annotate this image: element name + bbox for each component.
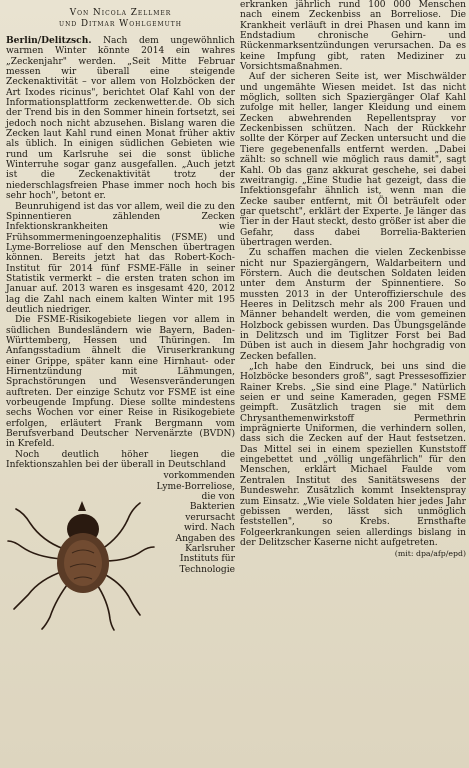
byline-author-1: Von Nicola Zellmer: [69, 8, 172, 18]
wrap-line: wird. Nach: [184, 523, 235, 534]
paragraph-8: „Ich habe den Eindruck, bei uns sind die Holzböcke besonders groß", sagt Pressesoffizier Rainer Krebs. „Sie sind eine Plage." Natürlich seien er und seine Kameraden, gegen FSME geimpft. Zusätzlich tragen sie mit dem Chrysanthemenwirkstoff Permethrin imprägnierte Uniformen, die verhindern sollen, dass sich die Zecken auf der Haut festsetzen. Das Mittel sei in einem speziellen Kunststoff eingebettet und „völlig ungefährlich" für den Menschen, erklärt Michael Faulde vom Zentralen Institut des Sanitätswesens der Bundeswehr. Zusätzlich kommt Insektenspray zum Einsatz. „Wie viele Soldaten hier jedes Jahr gebissen werden, lässt sich unmöglich feststellen", so Krebs. Ernsthafte Folgeerkrankungen seien allerdings bislang in der Delitzscher Kaserne nicht aufgetreten.: [240, 362, 466, 548]
paragraph-4-intro: Noch deutlich höher liegen die Infektionszahlen bei der überall in Deutschland: [6, 449, 235, 471]
paragraph-1-text: Nach dem ungewöhnlich warmen Winter könnte 2014 ein wahres „Zeckenjahr" werden. „Seit Mitte Februar messen wir überall eine steigende Zeckenaktivität – vor allem von Holzböcken der Art Ixodes ricinus", berichtet Olaf Kahl von der Informationsplattform zeckenwetter.de. Ob sich der Trend bis in den Sommer hinein fortsetzt, sei jedoch noch nicht abzusehen. Bislang waren die Zecken laut Kahl rund einen Monat früher aktiv als üblich. In einigen südlichen Gebieten wie rund um Karlsruhe sei die sonst übliche Winterruhe sogar ganz ausgefallen. „Auch jetzt ist die Zeckenaktivität trotz der niederschlagsfreien Phase immer noch hoch bis sehr hoch", betont er.: [6, 36, 235, 202]
byline-author-2: und Ditmar Wohlgemuth: [59, 19, 182, 29]
wrap-line: Karlsruher: [185, 543, 235, 554]
wrap-line: Lyme-Borreliose,: [156, 481, 235, 492]
paragraph-1: [6, 36, 235, 202]
paragraph-6: Auf der sicheren Seite ist, wer Mischwälder und ungemähte Wiesen meidet. Ist das nicht möglich, sollten sich Spaziergänger Olaf Kahl zufolge mit heller, langer Kleidung und einem Zecken abwehrenden Repellentspray vor Zeckenbissen schützen. Nach der Rückkehr sollte der Körper auf Zecken untersucht und die Tiere gegebenenfalls entfernt werden. „Dabei zählt: so schnell wie möglich raus damit", sagt Kahl. Ob das ganz akkurat geschehe, sei dabei zweitrangig. „Eine Studie hat gezeigt, dass die Infektionsgefahr ähnlich ist, wenn man die Zecke sauber entfernt, mit Öl beträufelt oder gar quetscht", erklärt der Experte. Je länger das Tier in der Haut steckt, desto größer ist aber die Gefahr, dass dabei Borrelia-Bakterien übertragen werden.: [240, 72, 466, 248]
wrap-line: vorkommenden: [163, 471, 235, 482]
wrap-line: verursacht: [185, 512, 235, 523]
source-credit: (mit: dpa/afp/epd): [394, 549, 466, 559]
wrap-line: Bakterien: [189, 502, 235, 513]
right-column: [240, 0, 466, 560]
byline: [6, 0, 235, 30]
dateline: Berlin/Delitzsch.: [6, 35, 92, 46]
tick-figure: [6, 471, 235, 631]
paragraph-7: Zu schaffen machen die vielen Zeckenbisse nicht nur Spaziergängern, Waldarbeitern und Förstern. Auch die deutschen Soldaten leiden unter dem Ansturm der Spinnentiere. So mussten 2013 in der Unteroffizierschule des Heeres in Delitzsch mehr als 200 Frauen und Männer behandelt werden, die vom gemeinen Holzbock gebissen wurden. Das Übungsgelände in Delitzsch und im Tiglitzer Forst bei Bad Düben ist auch in diesem Jahr hochgradig von Zecken befallen.: [240, 248, 466, 362]
paragraph-5: erkranken jährlich rund 100 000 Menschen nach einem Zeckenbiss an Borreliose. Die Krankheit verläuft in drei Phasen und kann im Endstadium chronische Gehirn- und Rückenmarksentzündungen verursachen. Da es keine Impfung gibt, raten Mediziner zu Vorsichtsmaßnahmen.: [240, 0, 466, 73]
wrapped-text: [6, 471, 235, 574]
paragraph-2: Beunruhigend ist das vor allem, weil die zu den Spinnentieren zählenden Zecken Infektionskrankheiten wie Frühsommermeningoenzephalitis (FSME) und Lyme-Borreliose auf den Menschen übertragen können. Bereits jetzt hat das Robert-Koch-Institut für 2014 fünf FSME-Fälle in seiner Statistik vermerkt – die ersten traten schon im Januar auf. 2013 waren es insgesamt 420, 2012 lag die Zahl nach einem kalten Winter mit 195 deutlich niedriger.: [6, 201, 235, 315]
left-column: [6, 0, 235, 631]
wrap-line: Angaben des: [175, 533, 235, 544]
wrap-line: Instituts für: [180, 554, 235, 565]
wrap-line: Technologie: [179, 564, 235, 575]
wrap-line: die von: [201, 492, 235, 503]
paragraph-3: Die FSME-Risikogebiete liegen vor allem in südlichen Bundesländern wie Bayern, Baden-Württemberg, Hessen und Thüringen. Im Anfangsstadium ähnelt die Viruserkrankung einer Grippe, später kann eine Hirnhaut- oder Hirnentzündung mit Lähmungen, Sprachstörungen und Wesensveränderungen auftreten. Der einzige Schutz vor FSME ist eine vorbeugende Impfung. Diese sollte mindestens sechs Wochen vor einer Reise in Risikogebiete erfolgen, erläutert Frank Bergmann vom Berufsverband Deutscher Nervenärzte (BVDN) in Krefeld.: [6, 315, 235, 450]
